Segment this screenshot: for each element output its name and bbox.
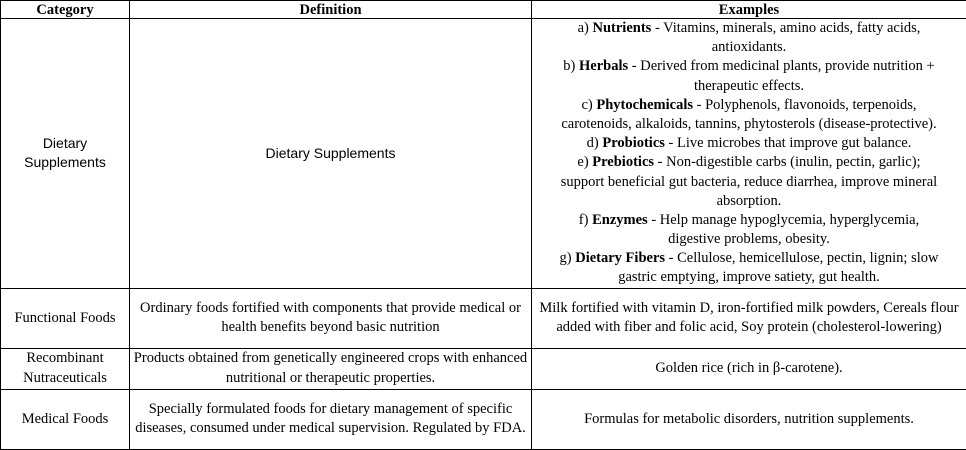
example-line: digestive problems, obesity.: [535, 230, 963, 249]
example-line: d) Probiotics - Live microbes that improve gut balance.: [535, 134, 963, 153]
example-line: a) Nutrients - Vitamins, minerals, amino acids, fatty acids,: [535, 19, 963, 38]
example-line: support beneficial gut bacteria, reduce diarrhea, improve mineral: [535, 173, 963, 192]
table-row: [1, 19, 966, 289]
example-line: f) Enzymes - Help manage hypoglycemia, hyperglycemia,: [535, 211, 963, 230]
example-line: g) Dietary Fibers - Cellulose, hemicellulose, pectin, lignin; slow: [535, 249, 963, 268]
example-line: e) Prebiotics - Non-digestible carbs (inulin, pectin, garlic);: [535, 153, 963, 172]
header-examples: Examples: [532, 1, 966, 19]
example-line: gastric emptying, improve satiety, gut health.: [535, 268, 963, 287]
definition-cell: Ordinary foods fortified with components that provide medical or health benefits beyond basic nutrition: [130, 288, 532, 348]
examples-cell: Golden rice (rich in β-carotene).: [532, 348, 966, 389]
category-cell: Dietary Supplements: [1, 19, 130, 289]
header-row: [1, 1, 966, 19]
example-line: therapeutic effects.: [535, 77, 963, 96]
definition-cell: Products obtained from genetically engineered crops with enhanced nutritional or therapeutic properties.: [130, 348, 532, 389]
example-line: c) Phytochemicals - Polyphenols, flavonoids, terpenoids,: [535, 96, 963, 115]
table-row: [1, 348, 966, 389]
examples-cell: Formulas for metabolic disorders, nutrition supplements.: [532, 389, 966, 449]
examples-cell: [532, 19, 966, 289]
example-line: absorption.: [535, 192, 963, 211]
definition-cell: Specially formulated foods for dietary management of specific diseases, consumed under medical supervision. Regulated by FDA.: [130, 389, 532, 449]
definition-cell: Dietary Supplements: [130, 19, 532, 289]
example-line: antioxidants.: [535, 38, 963, 57]
examples-cell: Milk fortified with vitamin D, iron-fortified milk powders, Cereals flour added with fiber and folic acid, Soy protein (cholesterol-lowering): [532, 288, 966, 348]
example-line: b) Herbals - Derived from medicinal plants, provide nutrition +: [535, 57, 963, 76]
category-cell: Functional Foods: [1, 288, 130, 348]
table-row: [1, 389, 966, 449]
category-cell: Medical Foods: [1, 389, 130, 449]
header-category: Category: [1, 1, 130, 19]
example-line: carotenoids, alkaloids, tannins, phytosterols (disease-protective).: [535, 115, 963, 134]
header-definition: Definition: [130, 1, 532, 19]
table-row: [1, 288, 966, 348]
category-cell: Recombinant Nutraceuticals: [1, 348, 130, 389]
